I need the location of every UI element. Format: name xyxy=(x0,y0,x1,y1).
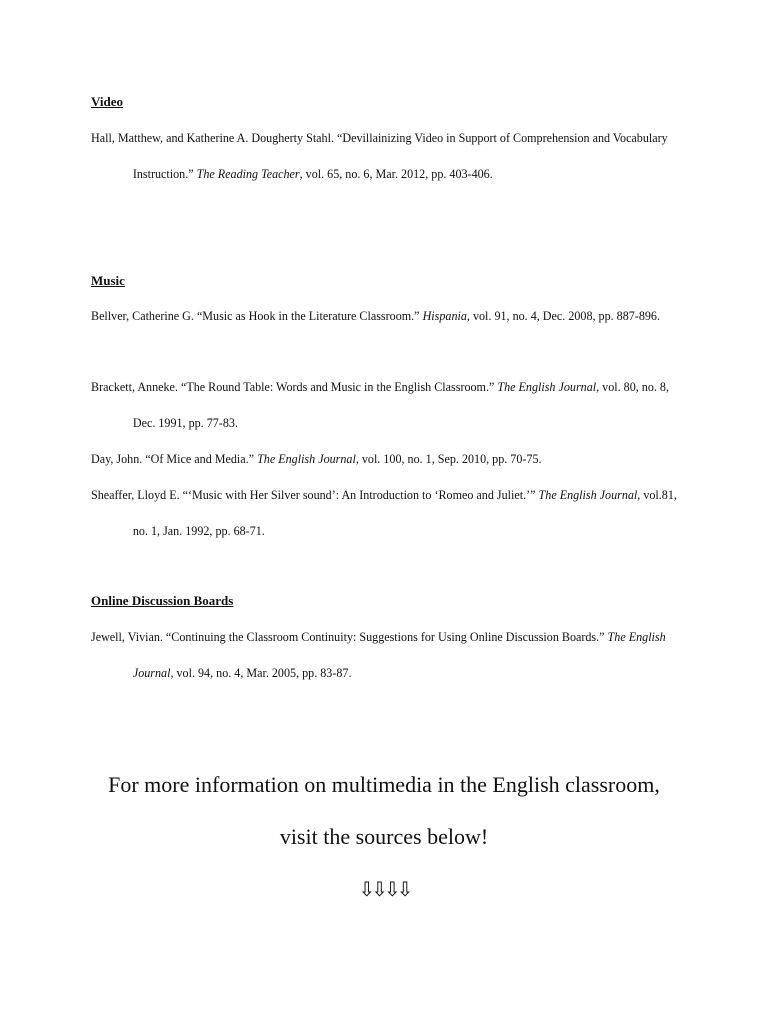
citation-journal: The English Journal xyxy=(497,379,597,394)
citation-text: Sheaffer, Lloyd E. “‘Music with Her Silver sound’: An Introduction to ‘Romeo and Juliet.’” xyxy=(91,487,539,502)
citation-jewell xyxy=(91,619,691,691)
citation-journal: The Reading Teacher xyxy=(196,166,300,181)
citation-sheaffer xyxy=(91,477,691,549)
citation-journal: Hispania xyxy=(422,308,467,323)
closing-line-1: For more information on multimedia in the English classroom, xyxy=(108,772,660,797)
section-heading-online-discussion-boards: Online Discussion Boards xyxy=(91,593,234,608)
citation-text: Jewell, Vivian. “Continuing the Classroom Continuity: Suggestions for Using Online Discussion Boards.” xyxy=(91,629,608,644)
citation-text: Bellver, Catherine G. “Music as Hook in the Literature Classroom.” xyxy=(91,308,423,323)
citation-details: , vol.81, no. 1, Jan. 1992, pp. 68-71. xyxy=(132,487,677,538)
citation-bellver xyxy=(91,298,691,334)
citation-details: , vol. 80, no. 8, Dec. 1991, pp. 77-83. xyxy=(132,379,670,430)
citation-details: , vol. 94, no. 4, Mar. 2005, pp. 83-87. xyxy=(170,665,352,680)
citation-text: Brackett, Anneke. “The Round Table: Words and Music in the English Classroom.” xyxy=(91,379,498,394)
citation-day xyxy=(91,441,691,477)
citation-details: , vol. 100, no. 1, Sep. 2010, pp. 70-75. xyxy=(355,451,542,466)
citation-details: , vol. 91, no. 4, Dec. 2008, pp. 887-896. xyxy=(466,308,661,323)
citation-journal: The English Journal xyxy=(257,451,356,466)
down-arrows-icon: ⇩⇩⇩⇩ xyxy=(358,877,410,901)
section-heading-video: Video xyxy=(91,94,124,109)
citation-brackett xyxy=(91,369,691,441)
citation-text: Hall, Matthew, and Katherine A. Dougherty Stahl. “Devillainizing Video in Support of Comprehension and Vocabulary Instruction.” xyxy=(91,130,668,181)
citation-journal: The English Journal xyxy=(538,487,638,502)
citation-details: , vol. 65, no. 6, Mar. 2012, pp. 403-406. xyxy=(299,166,493,181)
citation-journal: The English Journal xyxy=(132,629,666,680)
section-heading-music: Music xyxy=(91,273,125,288)
citation-text: Day, John. “Of Mice and Media.” xyxy=(91,451,258,466)
citation-hall-stahl xyxy=(91,120,691,192)
closing-line-2: visit the sources below! xyxy=(279,824,489,849)
